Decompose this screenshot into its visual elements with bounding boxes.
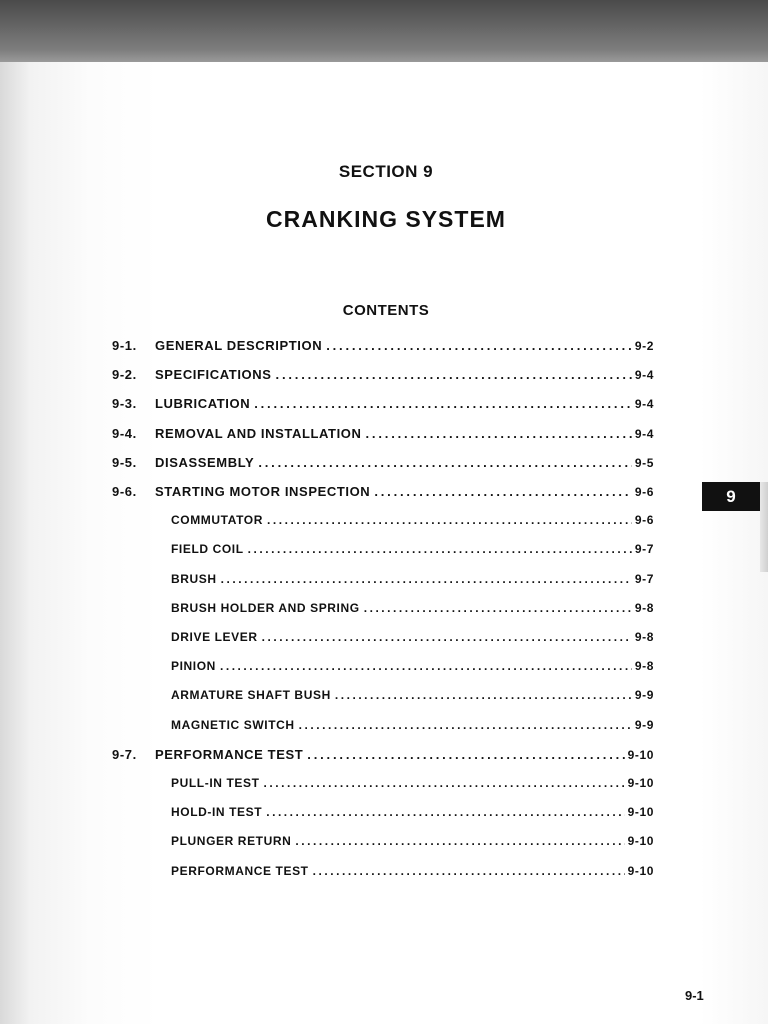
toc-entry-page: 9-5 xyxy=(634,456,654,470)
toc-entry-title: DISASSEMBLY xyxy=(155,455,255,470)
toc-leader-dots xyxy=(254,396,632,411)
toc-entry-page: 9-10 xyxy=(627,776,654,790)
toc-entry xyxy=(171,688,654,708)
toc-entry-number: 9-4. xyxy=(112,426,137,441)
toc-entry-number: 9-7. xyxy=(112,747,137,762)
toc-entry-page: 9-6 xyxy=(634,485,654,499)
footer-page-number: 9-1 xyxy=(685,988,704,1003)
toc-entry xyxy=(171,776,654,796)
toc-entry-page: 9-7 xyxy=(634,572,654,586)
toc-entry-page: 9-10 xyxy=(627,864,654,878)
toc-entry-title: MAGNETIC SWITCH xyxy=(171,718,295,732)
toc-entry xyxy=(171,601,654,621)
toc-entry xyxy=(171,718,654,738)
toc-leader-dots xyxy=(335,688,632,702)
toc-entry-title: FIELD COIL xyxy=(171,542,244,556)
tab-divider-edge xyxy=(760,482,768,572)
toc-entry-page: 9-6 xyxy=(634,513,654,527)
toc-leader-dots xyxy=(266,805,624,819)
toc-entry-title: REMOVAL AND INSTALLATION xyxy=(155,426,362,441)
toc-entry-page: 9-9 xyxy=(634,688,654,702)
toc-entry-title: GENERAL DESCRIPTION xyxy=(155,338,323,353)
toc-leader-dots xyxy=(267,513,632,527)
toc-entry-title: STARTING MOTOR INSPECTION xyxy=(155,484,371,499)
toc-entry-page: 9-10 xyxy=(627,748,654,762)
toc-entry xyxy=(112,367,654,387)
toc-entry xyxy=(171,513,654,533)
toc-leader-dots xyxy=(262,630,632,644)
toc-entry-number: 9-3. xyxy=(112,396,137,411)
toc-entry-title: PINION xyxy=(171,659,216,673)
toc-entry-title: COMMUTATOR xyxy=(171,513,263,527)
toc-entry xyxy=(171,834,654,854)
page-title: CRANKING SYSTEM xyxy=(266,206,506,232)
section-label: SECTION 9 xyxy=(338,162,434,181)
toc-entry-title: PERFORMANCE TEST xyxy=(155,747,304,762)
toc-entry xyxy=(171,542,654,562)
toc-entry xyxy=(112,747,654,767)
toc-entry-title: SPECIFICATIONS xyxy=(155,367,272,382)
toc-entry-title: ARMATURE SHAFT BUSH xyxy=(171,688,331,702)
section-thumb-tab: 9 xyxy=(702,482,760,511)
toc-entry-title: PERFORMANCE TEST xyxy=(171,864,309,878)
toc-entry xyxy=(112,396,654,416)
toc-leader-dots xyxy=(258,455,632,470)
toc-entry-page: 9-4 xyxy=(634,427,654,441)
toc-entry-page: 9-4 xyxy=(634,397,654,411)
toc-entry-title: BRUSH HOLDER AND SPRING xyxy=(171,601,360,615)
toc-entry xyxy=(171,630,654,650)
toc-leader-dots xyxy=(220,659,632,673)
toc-leader-dots xyxy=(276,367,632,382)
toc-leader-dots xyxy=(366,426,632,441)
toc-leader-dots xyxy=(374,484,632,499)
toc-entry-number: 9-5. xyxy=(112,455,137,470)
toc-entry-title: BRUSH xyxy=(171,572,217,586)
toc-entry xyxy=(112,455,654,475)
toc-leader-dots xyxy=(264,776,625,790)
contents-heading: CONTENTS xyxy=(342,302,430,319)
toc-entry-number: 9-6. xyxy=(112,484,137,499)
toc-entry-page: 9-4 xyxy=(634,368,654,382)
toc-leader-dots xyxy=(221,572,632,586)
toc-entry xyxy=(171,864,654,884)
toc-entry xyxy=(171,572,654,592)
toc-entry-page: 9-10 xyxy=(627,834,654,848)
toc-entry-page: 9-10 xyxy=(627,805,654,819)
toc-leader-dots xyxy=(364,601,632,615)
toc-entry-page: 9-8 xyxy=(634,601,654,615)
toc-entry-title: HOLD-IN TEST xyxy=(171,805,263,819)
toc-leader-dots xyxy=(326,338,632,353)
toc-entry xyxy=(171,805,654,825)
toc-entry xyxy=(112,484,654,504)
toc-leader-dots xyxy=(299,718,632,732)
toc-leader-dots xyxy=(313,864,625,878)
toc-entry-title: PULL-IN TEST xyxy=(171,776,260,790)
toc-leader-dots xyxy=(307,747,624,762)
toc-entry xyxy=(112,338,654,358)
toc-entry-number: 9-1. xyxy=(112,338,137,353)
toc-entry-title: LUBRICATION xyxy=(155,396,251,411)
toc-leader-dots xyxy=(295,834,624,848)
toc-entry-title: DRIVE LEVER xyxy=(171,630,258,644)
toc-entry-page: 9-8 xyxy=(634,659,654,673)
toc-leader-dots xyxy=(248,542,632,556)
toc-entry-number: 9-2. xyxy=(112,367,137,382)
toc-entry-page: 9-9 xyxy=(634,718,654,732)
toc-entry-title: PLUNGER RETURN xyxy=(171,834,292,848)
toc-entry-page: 9-8 xyxy=(634,630,654,644)
toc-entry-page: 9-7 xyxy=(634,542,654,556)
toc-entry xyxy=(171,659,654,679)
toc-entry-page: 9-2 xyxy=(634,339,654,353)
toc-entry xyxy=(112,426,654,446)
